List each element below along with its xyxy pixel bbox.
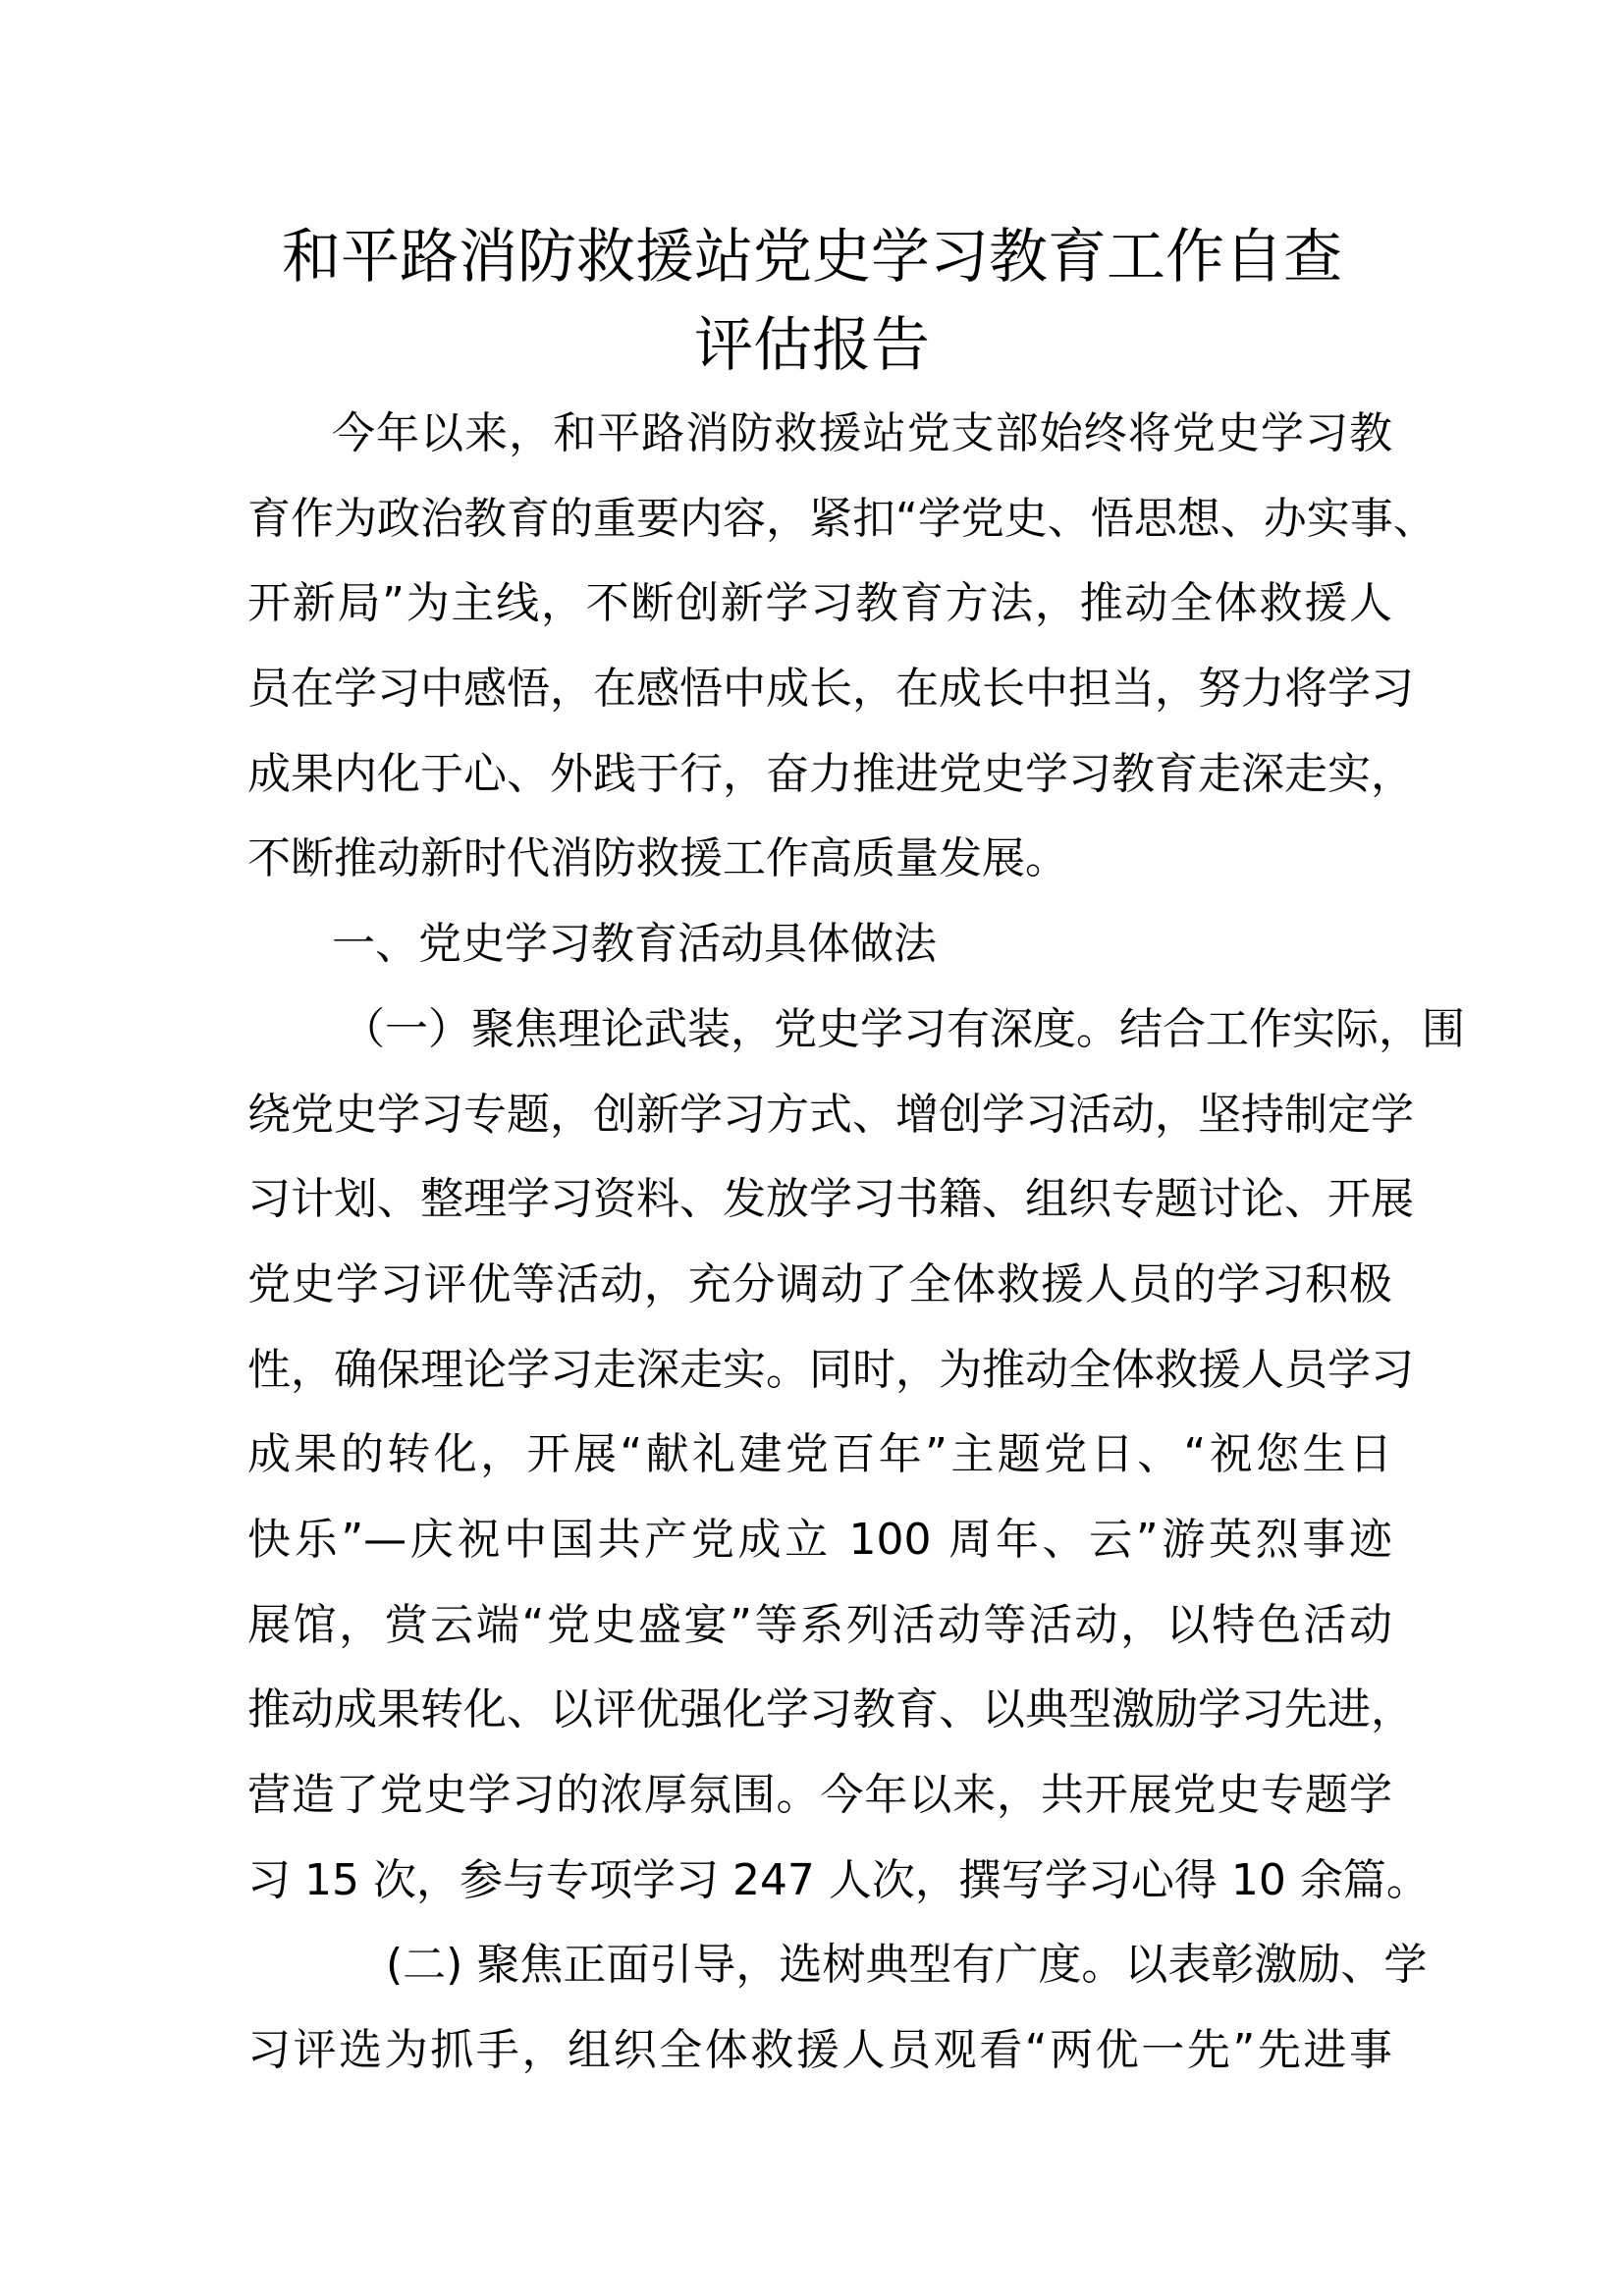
body-text-line: 习 15 次，参与专项学习 247 人次，撰写学习心得 10 余篇。 [247, 1854, 1430, 1905]
document-title-line-1: 和平路消防救援站党史学习教育工作自查 [282, 223, 1342, 292]
body-text-line: 快乐”—庆祝中国共产党成立 100 周年、云”游英烈事迹 [247, 1514, 1392, 1565]
body-text-line: 习计划、整理学习资料、发放学习书籍、组织专题讨论、开展 [247, 1174, 1414, 1225]
body-text-line: 员在学习中感悟，在感悟中成长，在成长中担当，努力将学习 [247, 664, 1414, 715]
body-text-line: 成果内化于心、外践于行，奋力推进党史学习教育走深走实， [247, 748, 1414, 799]
body-text-line: （一）聚焦理论武装，党史学习有深度。结合工作实际，围 [342, 1003, 1465, 1054]
body-text-line: 习评选为抓手，组织全体救援人员观看“两优一先”先进事 [247, 2025, 1392, 2076]
body-text-line: 不断推动新时代消防救援工作高质量发展。 [247, 833, 1068, 884]
body-text-line: 推动成果转化、以评优强化学习教育、以典型激励学习先进， [247, 1684, 1414, 1735]
body-text-line: 今年以来，和平路消防救援站党支部始终将党史学习教 [332, 408, 1392, 458]
body-text-line: (二) 聚焦正面引导，选树典型有广度。以表彰激励、学 [386, 1940, 1428, 1991]
body-text-line: 开新局”为主线，不断创新学习教育方法，推动全体救援人 [247, 578, 1392, 629]
body-text-line: 绕党史学习专题，创新学习方式、增创学习活动，坚持制定学 [247, 1089, 1414, 1140]
body-text-line: 一、党史学习教育活动具体做法 [332, 919, 937, 970]
body-text-line: 营造了党史学习的浓厚氛围。今年以来，共开展党史专题学 [247, 1770, 1392, 1820]
document-title-line-2: 评估报告 [694, 311, 930, 380]
body-text-line: 展馆，赏云端“党史盛宴”等系列活动等活动，以特色活动 [247, 1599, 1392, 1650]
body-text-line: 党史学习评优等活动，充分调动了全体救援人员的学习积极 [247, 1258, 1392, 1309]
body-text-line: 成果的转化，开展“献礼建党百年”主题党日、“祝您生日 [247, 1429, 1392, 1480]
body-text-line: 性，确保理论学习走深走实。同时，为推动全体救援人员学习 [247, 1344, 1414, 1395]
document-body [247, 392, 1465, 2094]
body-text-line: 育作为政治教育的重要内容，紧扣“学党史、悟思想、办实事、 [247, 493, 1436, 544]
